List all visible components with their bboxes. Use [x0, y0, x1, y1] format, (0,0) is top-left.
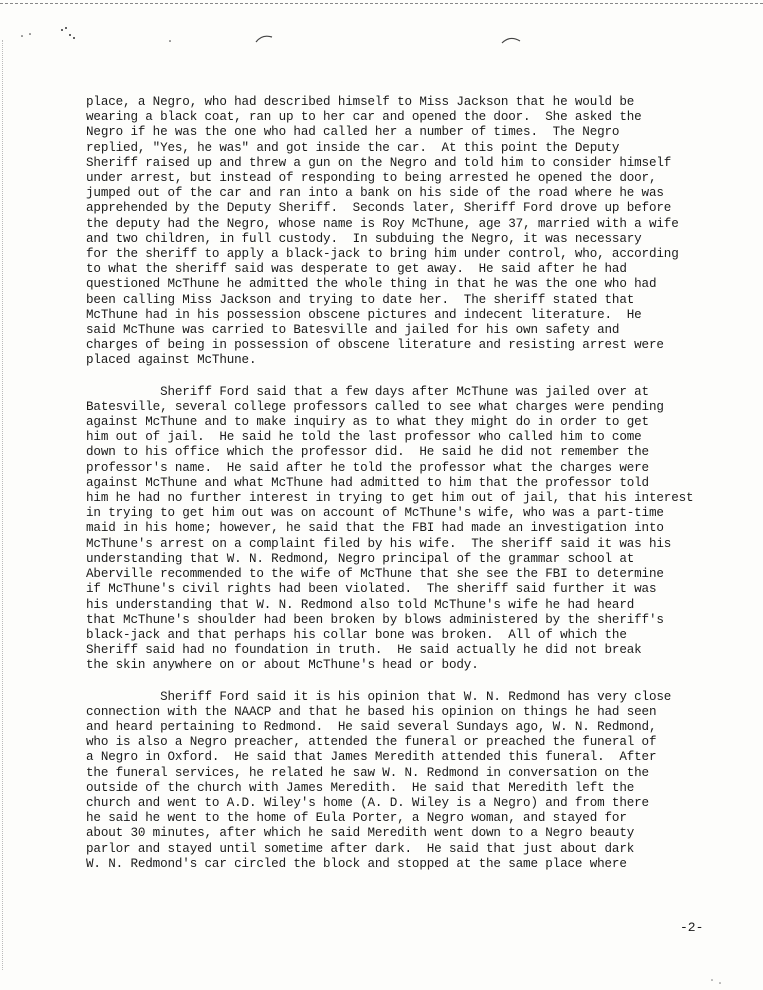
- text-line: professor's name. He said after he told the professor what the charges were: [86, 460, 649, 475]
- text-line: connection with the NAACP and that he based his opinion on things he had seen: [86, 704, 657, 719]
- text-line: under arrest, but instead of responding to being arrested he opened the door,: [86, 171, 657, 186]
- text-line: Batesville, several college professors called to see what charges were pending: [86, 399, 664, 414]
- text-line: and two children, in full custody. In subduing the Negro, it was necessary: [86, 231, 642, 246]
- text-line: him out of jail. He said he told the last professor who called him to come: [86, 430, 642, 445]
- text-line: for the sheriff to apply a black-jack to bring him under control, who, according: [86, 247, 679, 262]
- text-line: place, a Negro, who had described himself to Miss Jackson that he would be: [86, 95, 635, 109]
- text-line: his understanding that W. N. Redmond also told McThune's wife he had heard: [86, 597, 635, 612]
- text-line: wearing a black coat, ran up to her car and opened the door. She asked the: [86, 110, 642, 125]
- text-line: McThune had in his possession obscene pictures and indecent literature. He: [86, 307, 642, 322]
- text-line: apprehended by the Deputy Sheriff. Seconds later, Sheriff Ford drove up before: [86, 201, 672, 216]
- text-line: to what the sheriff said was desperate to get away. He said after he had: [86, 262, 627, 277]
- text-line: placed against McThune.: [86, 353, 257, 368]
- text-line: W. N. Redmond's car circled the block and stopped at the same place where: [86, 856, 627, 871]
- text-line: Sheriff Ford said it is his opinion that W. N. Redmond has very close: [86, 689, 672, 704]
- text-line: the deputy had the Negro, whose name is Roy McThune, age 37, married with a wife: [86, 216, 679, 231]
- text-line: jumped out of the car and ran into a bank on his side of the road where he was: [86, 186, 664, 201]
- text-line: McThune's arrest on a complaint filed by his wife. The sheriff said it was his: [86, 536, 672, 551]
- text-line: if McThune's civil rights had been violated. The sheriff said further it was: [86, 582, 657, 597]
- text-line: Negro if he was the one who had called her a number of times. The Negro: [86, 125, 620, 140]
- text-line: the funeral services, he related he saw W. N. Redmond in conversation on the: [86, 765, 649, 780]
- text-line: been calling Miss Jackson and trying to date her. The sheriff stated that: [86, 292, 635, 307]
- text-line: black-jack and that perhaps his collar bone was broken. All of which the: [86, 627, 627, 642]
- document-body: [86, 95, 726, 872]
- text-line: in trying to get him out was on account of McThune's wife, who was a part-time: [86, 506, 664, 521]
- text-line: he said he went to the home of Eula Porter, a Negro woman, and stayed for: [86, 811, 627, 826]
- text-line: and heard pertaining to Redmond. He said several Sundays ago, W. N. Redmond,: [86, 719, 657, 734]
- paragraph-3: [86, 690, 726, 872]
- text-line: Sheriff raised up and threw a gun on the Negro and told him to consider himself: [86, 155, 672, 170]
- page-number: -2-: [680, 920, 704, 935]
- text-line: parlor and stayed until sometime after dark. He said that just about dark: [86, 841, 635, 856]
- text-line: questioned McThune he admitted the whole thing in that he was the one who had: [86, 277, 657, 292]
- text-line: charges of being in possession of obscene literature and resisting arrest were: [86, 338, 664, 353]
- text-line: Sheriff Ford said that a few days after McThune was jailed over at: [86, 384, 649, 399]
- text-line: him he had no further interest in trying to get him out of jail, that his interest: [86, 491, 694, 506]
- text-line: maid in his home; however, he said that the FBI had made an investigation into: [86, 521, 664, 536]
- text-line: Sheriff said had no foundation in truth. He said actually he did not break: [86, 643, 642, 658]
- text-line: replied, "Yes, he was" and got inside the car. At this point the Deputy: [86, 140, 620, 155]
- text-line: understanding that W. N. Redmond, Negro principal of the grammar school at: [86, 551, 635, 566]
- text-line: the skin anywhere on or about McThune's head or body.: [86, 658, 479, 673]
- text-line: who is also a Negro preacher, attended the funeral or preached the funeral of: [86, 735, 657, 750]
- text-line: that McThune's shoulder had been broken by blows administered by the sheriff's: [86, 612, 664, 627]
- text-line: against McThune and what McThune had admitted to him that the professor told: [86, 475, 649, 490]
- text-line: outside of the church with James Meredith. He said that Meredith left the: [86, 780, 635, 795]
- text-line: a Negro in Oxford. He said that James Meredith attended this funeral. After: [86, 750, 657, 765]
- text-line: about 30 minutes, after which he said Meredith went down to a Negro beauty: [86, 826, 635, 841]
- text-line: against McThune and to make inquiry as to what they might do in order to get: [86, 415, 649, 430]
- text-line: down to his office which the professor did. He said he did not remember the: [86, 445, 649, 460]
- paragraph-1: [86, 95, 726, 369]
- paragraph-2: [86, 385, 726, 674]
- text-line: Aberville recommended to the wife of McThune that she see the FBI to determine: [86, 567, 664, 582]
- text-line: said McThune was carried to Batesville and jailed for his own safety and: [86, 323, 620, 338]
- text-line: church and went to A.D. Wiley's home (A. D. Wiley is a Negro) and from there: [86, 795, 649, 810]
